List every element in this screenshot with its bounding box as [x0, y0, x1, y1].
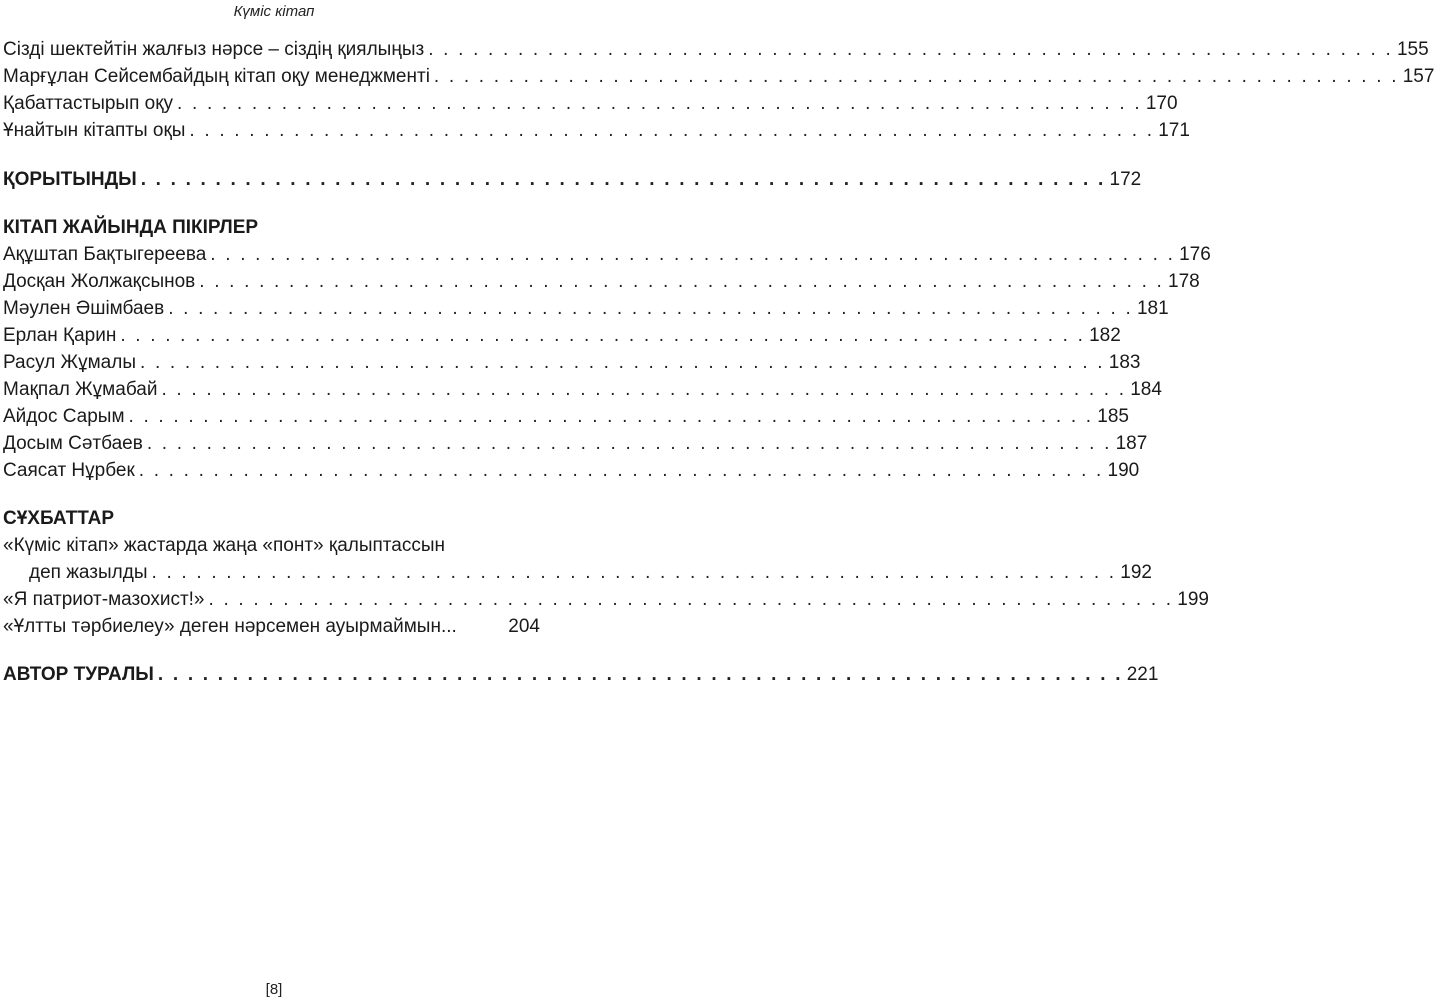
- toc-entry-title: Ерлан Қарин: [3, 325, 117, 346]
- toc-entry-title: Саясат Нұрбек: [3, 460, 135, 481]
- dot-leader: . . . . . . . . . . . . . . . . . . . . . . . . . . . . . . . . . . . . . . . . . . . . . . . . . . . . . . . . . . . . . . . . .: [168, 298, 1133, 319]
- toc-entry-page: 204: [508, 616, 540, 637]
- toc-entry-page: 190: [1107, 460, 1140, 481]
- toc-entry-page: 185: [1097, 406, 1129, 427]
- toc-entry-title: Сізді шектейтін жалғыз нәрсе – сіздің қиялыңыз: [3, 39, 425, 60]
- toc-entry: [3, 378, 1162, 402]
- toc-entry-title: Мәулен Әшімбаев: [3, 298, 165, 319]
- toc-entry-title: АВТОР ТУРАЛЫ: [3, 664, 154, 685]
- toc-entry: [3, 243, 1211, 267]
- toc-entry-page: 178: [1168, 271, 1200, 292]
- toc-entry-page: 187: [1115, 433, 1148, 454]
- toc-entry: [3, 588, 1209, 612]
- toc-entry: [3, 432, 1148, 456]
- toc-entry-title: «Я патриот-мазохист!»: [3, 589, 205, 610]
- toc-entry: [3, 459, 1140, 483]
- toc-entry: [3, 405, 1129, 429]
- toc-entry-title: Марғұлан Сейсембайдың кітап оқу менеджменті: [3, 66, 430, 87]
- toc-entry-title: Расул Жұмалы: [3, 352, 136, 373]
- toc-entry: [3, 297, 1169, 321]
- toc-entry-page: 171: [1158, 120, 1190, 141]
- dot-leader: . . . . . . . . . . . . . . . . . . . . . . . . . . . . . . . . . . . . . . . . . . . . . . . . . . . . . . . . . . . . . . . . .: [433, 66, 1399, 87]
- toc-entry-page: 181: [1136, 298, 1169, 319]
- toc-entry-title-line1: «Күміс кітап» жастарда жаңа «понт» қалыптассын: [3, 535, 446, 556]
- dot-leader: . . . . . . . . . . . . . . . . . . . . . . . . . . . . . . . . . . . . . . . . . . . . . . . . . . . . . . . . . . . . . . . . .: [139, 352, 1105, 373]
- section-heading-interviews: СҰХБАТТАР: [3, 508, 115, 529]
- toc-entry-title: деп жазылды: [29, 562, 148, 583]
- toc-entry: [3, 270, 1200, 294]
- toc-entry-title: ҚОРЫТЫНДЫ: [3, 169, 137, 190]
- dot-leader: . . . . . . . . . . . . . . . . . . . . . . . . . . . . . . . . . . . . . . . . . . . . . . . . . . . . . . . . . . . . . . . . .: [189, 120, 1155, 141]
- toc-entry-page: 183: [1108, 352, 1141, 373]
- dot-leader: . . . . . . . . . . . . . . . . . . . . . . . . . . . . . . . . . . . . . . . . . . . . . . . . . . . . . . . . . . . . . . . . .: [138, 460, 1104, 481]
- toc-section-conclusion: [3, 168, 1142, 192]
- toc-entry-title: Ақұштап Бақтыгереева: [3, 244, 207, 265]
- dot-leader: . . . . . . . . . . . . . . . . . . . . . . . . . . . . . . . . . . . . . . . . . . . . . . . . . . . . . . . . . . . . . . . . .: [120, 325, 1086, 346]
- toc-entry: [3, 351, 1141, 375]
- toc-entry-page: 170: [1145, 93, 1178, 114]
- toc-entry: [3, 615, 540, 639]
- toc-entry-page: 172: [1109, 169, 1142, 190]
- running-head: Күміс кітап: [233, 3, 315, 20]
- dot-leader: . . . . . . . . . . . . . . . . . . . . . . . . . . . . . . . . . . . . . . . . . . . . . . . . . . . . . . . . . . . . . . . . .: [161, 379, 1127, 400]
- toc-entry: [3, 324, 1121, 348]
- toc-entry: [3, 92, 1178, 116]
- toc-entry-title: Айдос Сарым: [3, 406, 125, 427]
- toc-entry-page: 192: [1120, 562, 1152, 583]
- toc-entry-page: 199: [1177, 589, 1209, 610]
- toc-entry-page: 157: [1402, 66, 1434, 87]
- toc-entry-title: Ұнайтын кітапты оқы: [3, 120, 186, 141]
- toc-entry-title: Қабаттастырып оқу: [3, 93, 174, 114]
- dot-leader: . . . . . . . . . . . . . . . . . . . . . . . . . . . . . . . . . . . . . . . . . . . . . . . . . . . . . . . . . . . . . . . . .: [428, 39, 1393, 60]
- toc-entry-page: 155: [1396, 39, 1429, 60]
- toc-entry: [3, 65, 1434, 89]
- toc-entry-title: Досқан Жолжақсынов: [3, 271, 196, 292]
- dot-leader: . . . . . . . . . . . . . . . . . . . . . . . . . . . . . . . . . . . . . . . . . . . . . . . . . . . . . . . . . . . . . . . . .: [140, 169, 1106, 190]
- toc-entry-page: 176: [1179, 244, 1211, 265]
- toc-entry: [3, 561, 1152, 585]
- dot-leader: . . . . . . . . . . . . . . . . . . . . . . . . . . . . . . . . . . . . . . . . . . . . . . . . . . . . . . . . . . . . . . . . .: [128, 406, 1094, 427]
- toc-entry: [3, 119, 1190, 143]
- dot-leader: . . . . . . . . . . . . . . . . . . . . . . . . . . . . . . . . . . . . . . . . . . . . . . . . . . . . . . . . . . . . . . . . .: [146, 433, 1112, 454]
- toc-entry-title: Досым Сәтбаев: [3, 433, 143, 454]
- dot-leader: . . . . . . . . . . . . . . . . . . . . . . . . . . . . . . . . . . . . . . . . . . . . . . . . . . . . . . . . . . . . . . . . .: [151, 562, 1117, 583]
- toc-entry-page: 221: [1126, 664, 1159, 685]
- toc-entry-title: Мақпал Жұмабай: [3, 379, 158, 400]
- dot-leader: . . . . . . . . . . . . . . . . . . . . . . . . . . . . . . . . . . . . . . . . . . . . . . . . . . . . . . . . . . . . . . . . .: [208, 589, 1174, 610]
- toc-entry: [3, 38, 1429, 62]
- toc-section-about-author: [3, 663, 1159, 687]
- toc-entry-title: «Ұлтты тәрбиелеу» деген нәрсемен ауырмаймын...: [3, 616, 457, 637]
- dot-leader: . . . . . . . . . . . . . . . . . . . . . . . . . . . . . . . . . . . . . . . . . . . . . . . . . . . . . . . . . . . . . . . . .: [199, 271, 1165, 292]
- toc-entry-page: 182: [1089, 325, 1121, 346]
- section-heading-reviews: КІТАП ЖАЙЫНДА ПІКІРЛЕР: [3, 217, 259, 238]
- page-number: [8]: [265, 981, 283, 998]
- dot-leader: . . . . . . . . . . . . . . . . . . . . . . . . . . . . . . . . . . . . . . . . . . . . . . . . . . . . . . . . . . . . . . . . .: [210, 244, 1176, 265]
- dot-leader: . . . . . . . . . . . . . . . . . . . . . . . . . . . . . . . . . . . . . . . . . . . . . . . . . . . . . . . . . . . . . . . . .: [177, 93, 1142, 114]
- dot-leader: . . . . . . . . . . . . . . . . . . . . . . . . . . . . . . . . . . . . . . . . . . . . . . . . . . . . . . . . . . . . . . . . .: [157, 664, 1123, 685]
- toc-entry-page: 184: [1130, 379, 1162, 400]
